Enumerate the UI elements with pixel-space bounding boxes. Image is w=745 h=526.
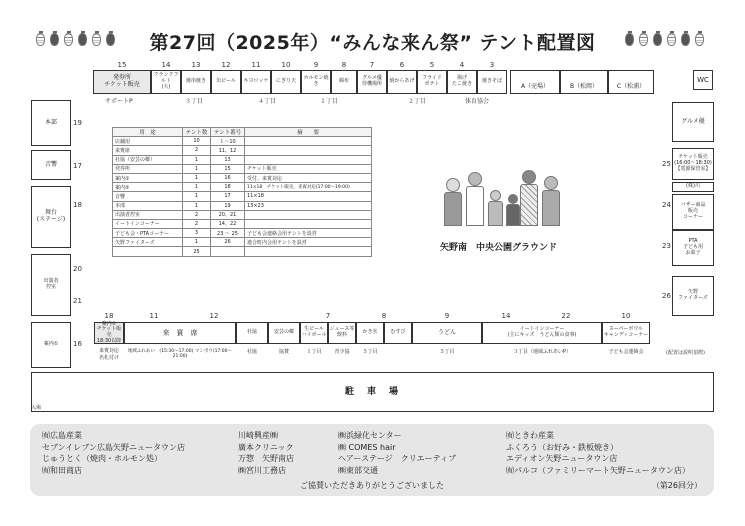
table-row <box>113 137 372 146</box>
tent-number: 24 <box>662 201 671 209</box>
tent-number: 16 <box>73 340 82 348</box>
person-body-icon <box>466 186 484 226</box>
table-cell: 2 <box>183 210 211 219</box>
table-cell: 19 <box>211 201 245 210</box>
person-body-icon <box>488 201 503 226</box>
bottom-row <box>0 312 745 362</box>
table-cell: 子ども会連絡会用テントを設営 <box>245 229 372 238</box>
column-header: テント数 <box>183 128 211 137</box>
stall: うどん <box>412 322 482 344</box>
block-label: 体育協会 <box>465 98 490 105</box>
stall: ジュース等 飲料 <box>328 322 356 344</box>
tent-number: 7 <box>369 61 375 69</box>
tent-number: 25 <box>662 160 671 168</box>
tent-number: 21 <box>73 297 82 305</box>
table-cell: 発券所 <box>113 164 183 173</box>
table-header-row <box>113 128 372 137</box>
table-cell: イートインコーナー <box>113 219 183 228</box>
table-cell: 案内② <box>113 183 183 192</box>
table-cell: 16 <box>211 173 245 182</box>
table-total-row <box>113 247 372 256</box>
tent-summary-table <box>112 127 372 257</box>
stall: フランクフルト (大) <box>151 70 181 94</box>
tent-number: 12 <box>221 61 231 69</box>
table-cell: 本部 <box>113 201 183 210</box>
table-cell: 1 <box>183 238 211 247</box>
table-cell: 案内① <box>113 173 183 182</box>
info-tent-2: 案内② チケット販売 18:30以降 <box>94 322 124 344</box>
block-label: ３丁目（地域ふれあいP） <box>512 349 572 355</box>
block-label: 青少協 <box>334 349 350 355</box>
tent-number: 13 <box>191 61 201 69</box>
person-head-icon <box>544 176 558 190</box>
table-cell: 矢野ファイターズ <box>113 238 183 247</box>
stage-tent: 舞台 (ステージ) <box>31 186 71 248</box>
sponsor-item: ㈲広島産業 <box>42 431 82 440</box>
person-body-icon <box>520 184 538 226</box>
block-label: １丁目 <box>306 349 322 355</box>
booth-a: A（売場） <box>510 70 560 94</box>
table-row <box>113 183 372 192</box>
table-row <box>113 173 372 182</box>
sponsor-item: ㈲パルコ（ファミリーマート矢野ニュータウン店） <box>506 465 690 475</box>
kawa-box: (株)川 <box>672 182 714 192</box>
table-cell: 20、21 <box>211 210 245 219</box>
column-header: 用 途 <box>113 128 183 137</box>
tent-number: 3 <box>489 61 495 69</box>
sponsors-panel <box>30 424 714 496</box>
sponsor-item: ヘアーステージ クリエーティブ <box>338 454 456 463</box>
table-row <box>113 229 372 238</box>
tent-number: 14 <box>161 61 171 69</box>
table-cell: 15 <box>211 164 245 173</box>
table-cell: 26 <box>211 238 245 247</box>
tent-number: 19 <box>73 119 82 127</box>
gourmet-tent: グルメ優 <box>672 102 714 142</box>
page-title: 第27回（2025年）“みんな来ん祭” テント配置図 <box>149 32 596 54</box>
person-head-icon <box>446 178 460 192</box>
sponsor-edition: （第26回分） <box>651 481 702 490</box>
sponsor-thanks: ご協賛いただきありがとうございました <box>300 481 444 490</box>
tent-number: 20 <box>73 265 82 273</box>
block-label: 子ども会連絡会 <box>608 349 644 355</box>
table-cell <box>245 155 372 164</box>
tent-number: 22 <box>561 312 571 320</box>
stall: フライド ポテト <box>417 70 447 94</box>
tent-number: 15 <box>117 61 127 69</box>
stall: 焼串焼き <box>181 70 211 94</box>
table-cell <box>245 219 372 228</box>
booth-c: C（松浦） <box>608 70 654 94</box>
info-tent-1: 案内① <box>31 322 71 368</box>
sponsor-item: ふくろう（お好み・鉄板焼き） <box>506 442 618 452</box>
table-cell: 2 <box>183 146 211 155</box>
tent-number: 10 <box>281 61 291 69</box>
tent-number: 18 <box>104 312 114 320</box>
table-cell: １～10 <box>211 137 245 146</box>
table-cell: 受付、来賓対応 <box>245 173 372 182</box>
table-cell: 10 <box>183 137 211 146</box>
support-label: サポートP <box>105 98 133 105</box>
parking-label: 駐 車 場 <box>344 386 400 397</box>
person-head-icon <box>508 194 518 204</box>
table-cell: 2 <box>183 219 211 228</box>
block-label: １丁目 <box>320 98 339 105</box>
tent-number: 11 <box>149 312 159 320</box>
sponsor-item: セブンイレブン広島矢野ニュータウン店 <box>42 442 185 452</box>
bazaar-tent: バザー商品 販売 コーナー <box>672 194 714 230</box>
table-cell: 1 <box>183 183 211 192</box>
table-cell <box>211 247 245 256</box>
person-head-icon <box>522 170 536 184</box>
tent-number: 9 <box>444 312 450 320</box>
table-cell: 1 <box>183 164 211 173</box>
table-cell: 1 <box>183 155 211 164</box>
sponsor-item: ㈲和田商店 <box>42 465 82 475</box>
sponsor-column <box>338 430 456 476</box>
fighters-tent: 矢野 ファイターズ <box>672 276 714 316</box>
sponsor-item: ㈱ COMES hair <box>338 442 396 452</box>
stall: むすび <box>384 322 412 344</box>
block-label: ３丁目 <box>185 98 204 105</box>
table-cell: 社協（安芸の郷） <box>113 155 183 164</box>
table-row <box>113 146 372 155</box>
stall: 生ビール ハイボール <box>300 322 328 344</box>
block-label: 協賛 <box>278 349 289 355</box>
stall: にぎり天 <box>271 70 301 94</box>
tent-number: 8 <box>341 61 347 69</box>
table-cell: 25 <box>183 247 211 256</box>
stall: 缶ビール <box>211 70 241 94</box>
table-row <box>113 164 372 173</box>
table-cell: チケット販売 <box>245 164 372 173</box>
table-cell: 11×18 チケット販売、来賓対応(17:00～19:00) <box>245 183 372 192</box>
ticket-tent: チケット販売 (16:00～18:30) 【電源保管室】 <box>672 148 714 180</box>
pta-tent: PTA 子ども用 お菓子 <box>672 230 714 266</box>
column-header: テント番号 <box>211 128 245 137</box>
table-cell: 出演者控室 <box>113 210 183 219</box>
table-row <box>113 238 372 247</box>
tent-number: 4 <box>459 61 465 69</box>
block-label: ５丁目 <box>362 349 378 355</box>
stall: 焼からあげ <box>387 70 417 94</box>
person-body-icon <box>444 192 462 226</box>
sponsor-item: ㈱東部交通 <box>338 465 378 475</box>
table-cell <box>245 137 372 146</box>
performer-room: 出演者 控室 <box>31 254 71 316</box>
stall: スーパーボウル キャンディコーナー <box>602 322 650 344</box>
sponsor-item: ㈲ときわ産業 <box>506 431 554 440</box>
table-cell: 来賓席 <box>113 146 183 155</box>
tent-number: 26 <box>662 292 671 300</box>
sponsor-column <box>238 430 294 476</box>
table-row <box>113 155 372 164</box>
table-cell <box>245 146 372 155</box>
block-label: 来賓対応 名札付け <box>98 348 119 361</box>
tent-number: 7 <box>325 312 331 320</box>
sponsor-item: 川崎興産㈱ <box>238 431 278 440</box>
tent-number: 23 <box>662 242 671 250</box>
tent-number: 14 <box>501 312 511 320</box>
stall: 揚げ たこ焼き <box>447 70 477 94</box>
stall: 焼きそば <box>477 70 507 94</box>
top-row <box>0 58 745 108</box>
tent-number: 9 <box>313 61 319 69</box>
entrance-label: 入場 <box>31 405 42 411</box>
tent-number: 18 <box>73 201 82 209</box>
sponsor-item: 廣本クリニック <box>238 442 294 452</box>
table-cell: 18 <box>211 183 245 192</box>
table-row <box>113 192 372 201</box>
table-cell: 3 <box>183 229 211 238</box>
table-row <box>113 210 372 219</box>
sponsor-item: エディオン矢野ニュータウン店 <box>506 454 618 463</box>
table-row <box>113 219 372 228</box>
table-cell: 13×23 <box>245 201 372 210</box>
block-label: 社協 <box>246 349 257 355</box>
table-cell <box>245 247 372 256</box>
sponsor-item: ㈱宮川工務店 <box>238 465 286 475</box>
table-cell: 1 <box>183 173 211 182</box>
stall-ticket-office: 発券所 チケット販売 <box>93 70 151 94</box>
tent-number: 10 <box>621 312 631 320</box>
venue-name: 矢野南 中央公園グラウンド <box>440 243 558 253</box>
eat-in-corner: イートインコーナー (主にキッズ うどん類の食事) <box>482 322 602 344</box>
layout-note: (配置は説明頂標) <box>666 350 705 356</box>
table-cell: 子ども会・PTAコーナー <box>113 229 183 238</box>
table-cell <box>245 210 372 219</box>
stall: 安芸の郷 <box>268 322 300 344</box>
tent-number: 6 <box>399 61 405 69</box>
tent-number: 12 <box>209 312 219 320</box>
table-cell: 店舗用 <box>113 137 183 146</box>
table-cell: 14、22 <box>211 219 245 228</box>
booth-b: B（松岡） <box>560 70 608 94</box>
stall: ホルモン焼き <box>301 70 331 94</box>
hq-tent: 本部 <box>31 100 71 146</box>
table-cell: 音響 <box>113 192 183 201</box>
person-body-icon <box>542 190 560 226</box>
person-head-icon <box>468 172 482 186</box>
sound-tent: 音響 <box>31 150 71 180</box>
block-label: 地域ふれあい (15:30～17:00) マンボウ(17:00～21:00) <box>127 349 233 359</box>
stall: キヨロッケ <box>241 70 271 94</box>
sponsor-column <box>506 430 690 476</box>
table-cell: 1 <box>183 201 211 210</box>
sponsor-column <box>42 430 185 476</box>
table-cell: 23 ～ 25 <box>211 229 245 238</box>
person-head-icon <box>490 190 501 201</box>
table-cell <box>113 247 183 256</box>
table-cell: 連合町内会用テントを設営 <box>245 238 372 247</box>
tent-number: 5 <box>429 61 435 69</box>
stall: かき氷 <box>356 322 384 344</box>
sponsor-item: 万惣 矢野南店 <box>238 454 294 463</box>
guest-seats: 来 賓 席 <box>124 322 236 344</box>
table-cell: 11×18 <box>245 192 372 201</box>
parking-area <box>31 372 714 412</box>
table-row <box>113 201 372 210</box>
table-cell: 11、12 <box>211 146 245 155</box>
block-label: ４丁目 <box>258 98 277 105</box>
tent-number: 17 <box>73 162 82 170</box>
stall: 綿布 <box>331 70 357 94</box>
person-body-icon <box>506 204 520 226</box>
stall: グルメ優 待機場所 <box>357 70 387 94</box>
tent-number: 11 <box>251 61 261 69</box>
block-label: ５丁目 <box>439 349 455 355</box>
festival-people-illustration <box>440 168 570 232</box>
wc-box: WC <box>693 70 713 90</box>
tent-number: 8 <box>381 312 387 320</box>
column-header: 摘 要 <box>245 128 372 137</box>
table-cell: 13 <box>211 155 245 164</box>
stall: 社協 <box>236 322 268 344</box>
table-cell: 17 <box>211 192 245 201</box>
block-label: ２丁目 <box>408 98 427 105</box>
table-cell: 1 <box>183 192 211 201</box>
sponsor-item: ㈱浜緑化センター <box>338 431 402 440</box>
sponsor-item: じゅうとく（焼肉・ホルモン処） <box>42 454 162 463</box>
